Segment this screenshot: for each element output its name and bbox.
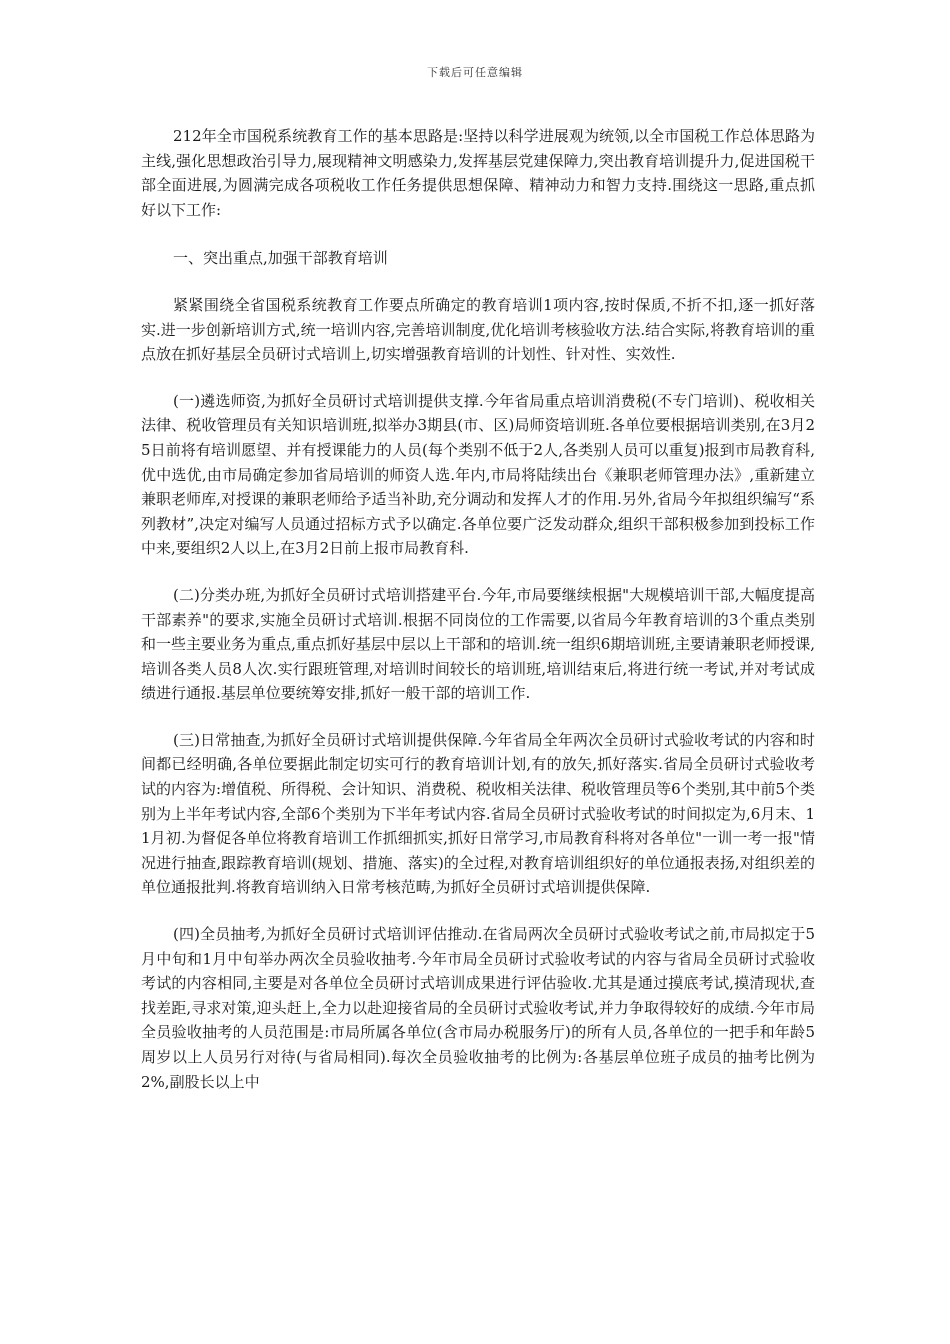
header-note: 下载后可任意编辑: [427, 66, 523, 79]
item-2-paragraph: (二)分类办班,为抓好全员研讨式培训搭建平台.今年,市局要继续根据"大规模培训干部,大幅度提高干部素养"的要求,实施全员研讨式培训.根据不同岗位的工作需要,以省局今年教育培训的3个重点类别和一些主要业务为重点,重点抓好基层中层以上干部和的培训.统一组织6期培训班,主要请兼职老师授课,培训各类人员8人次.实行跟班管理,对培训时间较长的培训班,培训结束后,将进行统一考试,并对考试成绩进行通报.基层单位要统筹安排,抓好一般干部的培训工作.: [141, 585, 815, 703]
item-3-paragraph: (三)日常抽查,为抓好全员研讨式培训提供保障.今年省局全年两次全员研讨式验收考试的内容和时间都已经明确,各单位要据此制定切实可行的教育培训计划,有的放矢,抓好落实.省局全员研讨式验收考试的内容为:增值税、所得税、会计知识、消费税、税收相关法律、税收管理员等6个类别,其中前5个类别为上半年考试内容,全部6个类别为下半年考试内容.省局全员研讨式验收考试的时间拟定为,6月末、11月初.为督促各单位将教育培训工作抓细抓实,抓好日常学习,市局教育科将对各单位"一训一考一报"情况进行抽查,跟踪教育培训(规划、措施、落实)的全过程,对教育培训组织好的单位通报表扬,对组织差的单位通报批判.将教育培训纳入日常考核范畴,为抓好全员研讨式培训提供保障.: [141, 730, 815, 897]
section-summary-paragraph: 紧紧围绕全省国税系统教育工作要点所确定的教育培训1项内容,按时保质,不折不扣,逐一抓好落实.进一步创新培训方式,统一培训内容,完善培训制度,优化培训考核验收方法.结合实际,将教育培训的重点放在抓好基层全员研讨式培训上,切实增强教育培训的计划性、针对性、实效性.: [141, 295, 815, 364]
intro-paragraph: 212年全市国税系统教育工作的基本思路是:坚持以科学进展观为统领,以全市国税工作总体思路为主线,强化思想政治引导力,展现精神文明感染力,发挥基层党建保障力,突出教育培训提升力,促进国税干部全面进展,为圆满完成各项税收工作任务提供思想保障、精神动力和智力支持.围绕这一思路,重点抓好以下工作:: [141, 127, 815, 219]
document-body: [141, 124, 815, 1094]
item-1-paragraph: (一)遴选师资,为抓好全员研讨式培训提供支撑.今年省局重点培训消费税(不专门培训)、税收相关法律、税收管理员有关知识培训班,拟举办3期县(市、区)局师资培训班.各单位要根据培训类别,在3月25日前将有培训愿望、并有授课能力的人员(每个类别不低于2人,各类别人员可以重复)报到市局教育科,优中选优,由市局确定参加省局培训的师资人选.年内,市局将陆续出台《兼职老师管理办法》,重新建立兼职老师库,对授课的兼职老师给予适当补助,充分调动和发挥人才的作用.另外,省局今年拟组织编写“系列教材”,决定对编写人员通过招标方式予以确定.各单位要广泛发动群众,组织干部积极参加到投标工作中来,要组织2人以上,在3月2日前上报市局教育科.: [141, 391, 815, 558]
section-heading: 一、突出重点,加强干部教育培训: [173, 249, 388, 268]
item-4-paragraph: (四)全员抽考,为抓好全员研讨式培训评估推动.在省局两次全员研讨式验收考试之前,市局拟定于5月中旬和1月中旬举办两次全员验收抽考.今年市局全员研讨式验收考试的内容与省局全员研讨式验收考试的内容相同,主要是对各单位全员研讨式培训成果进行评估验收.尤其是通过摸底考试,摸清现状,查找差距,寻求对策,迎头赶上,全力以赴迎接省局的全员研讨式验收考试,并力争取得较好的成绩.今年市局全员验收抽考的人员范围是:市局所属各单位(含市局办税服务厅)的所有人员,各单位的一把手和年龄5周岁以上人员另行对待(与省局相同).每次全员验收抽考的比例为:各基层单位班子成员的抽考比例为2%,副股长以上中: [141, 925, 815, 1091]
